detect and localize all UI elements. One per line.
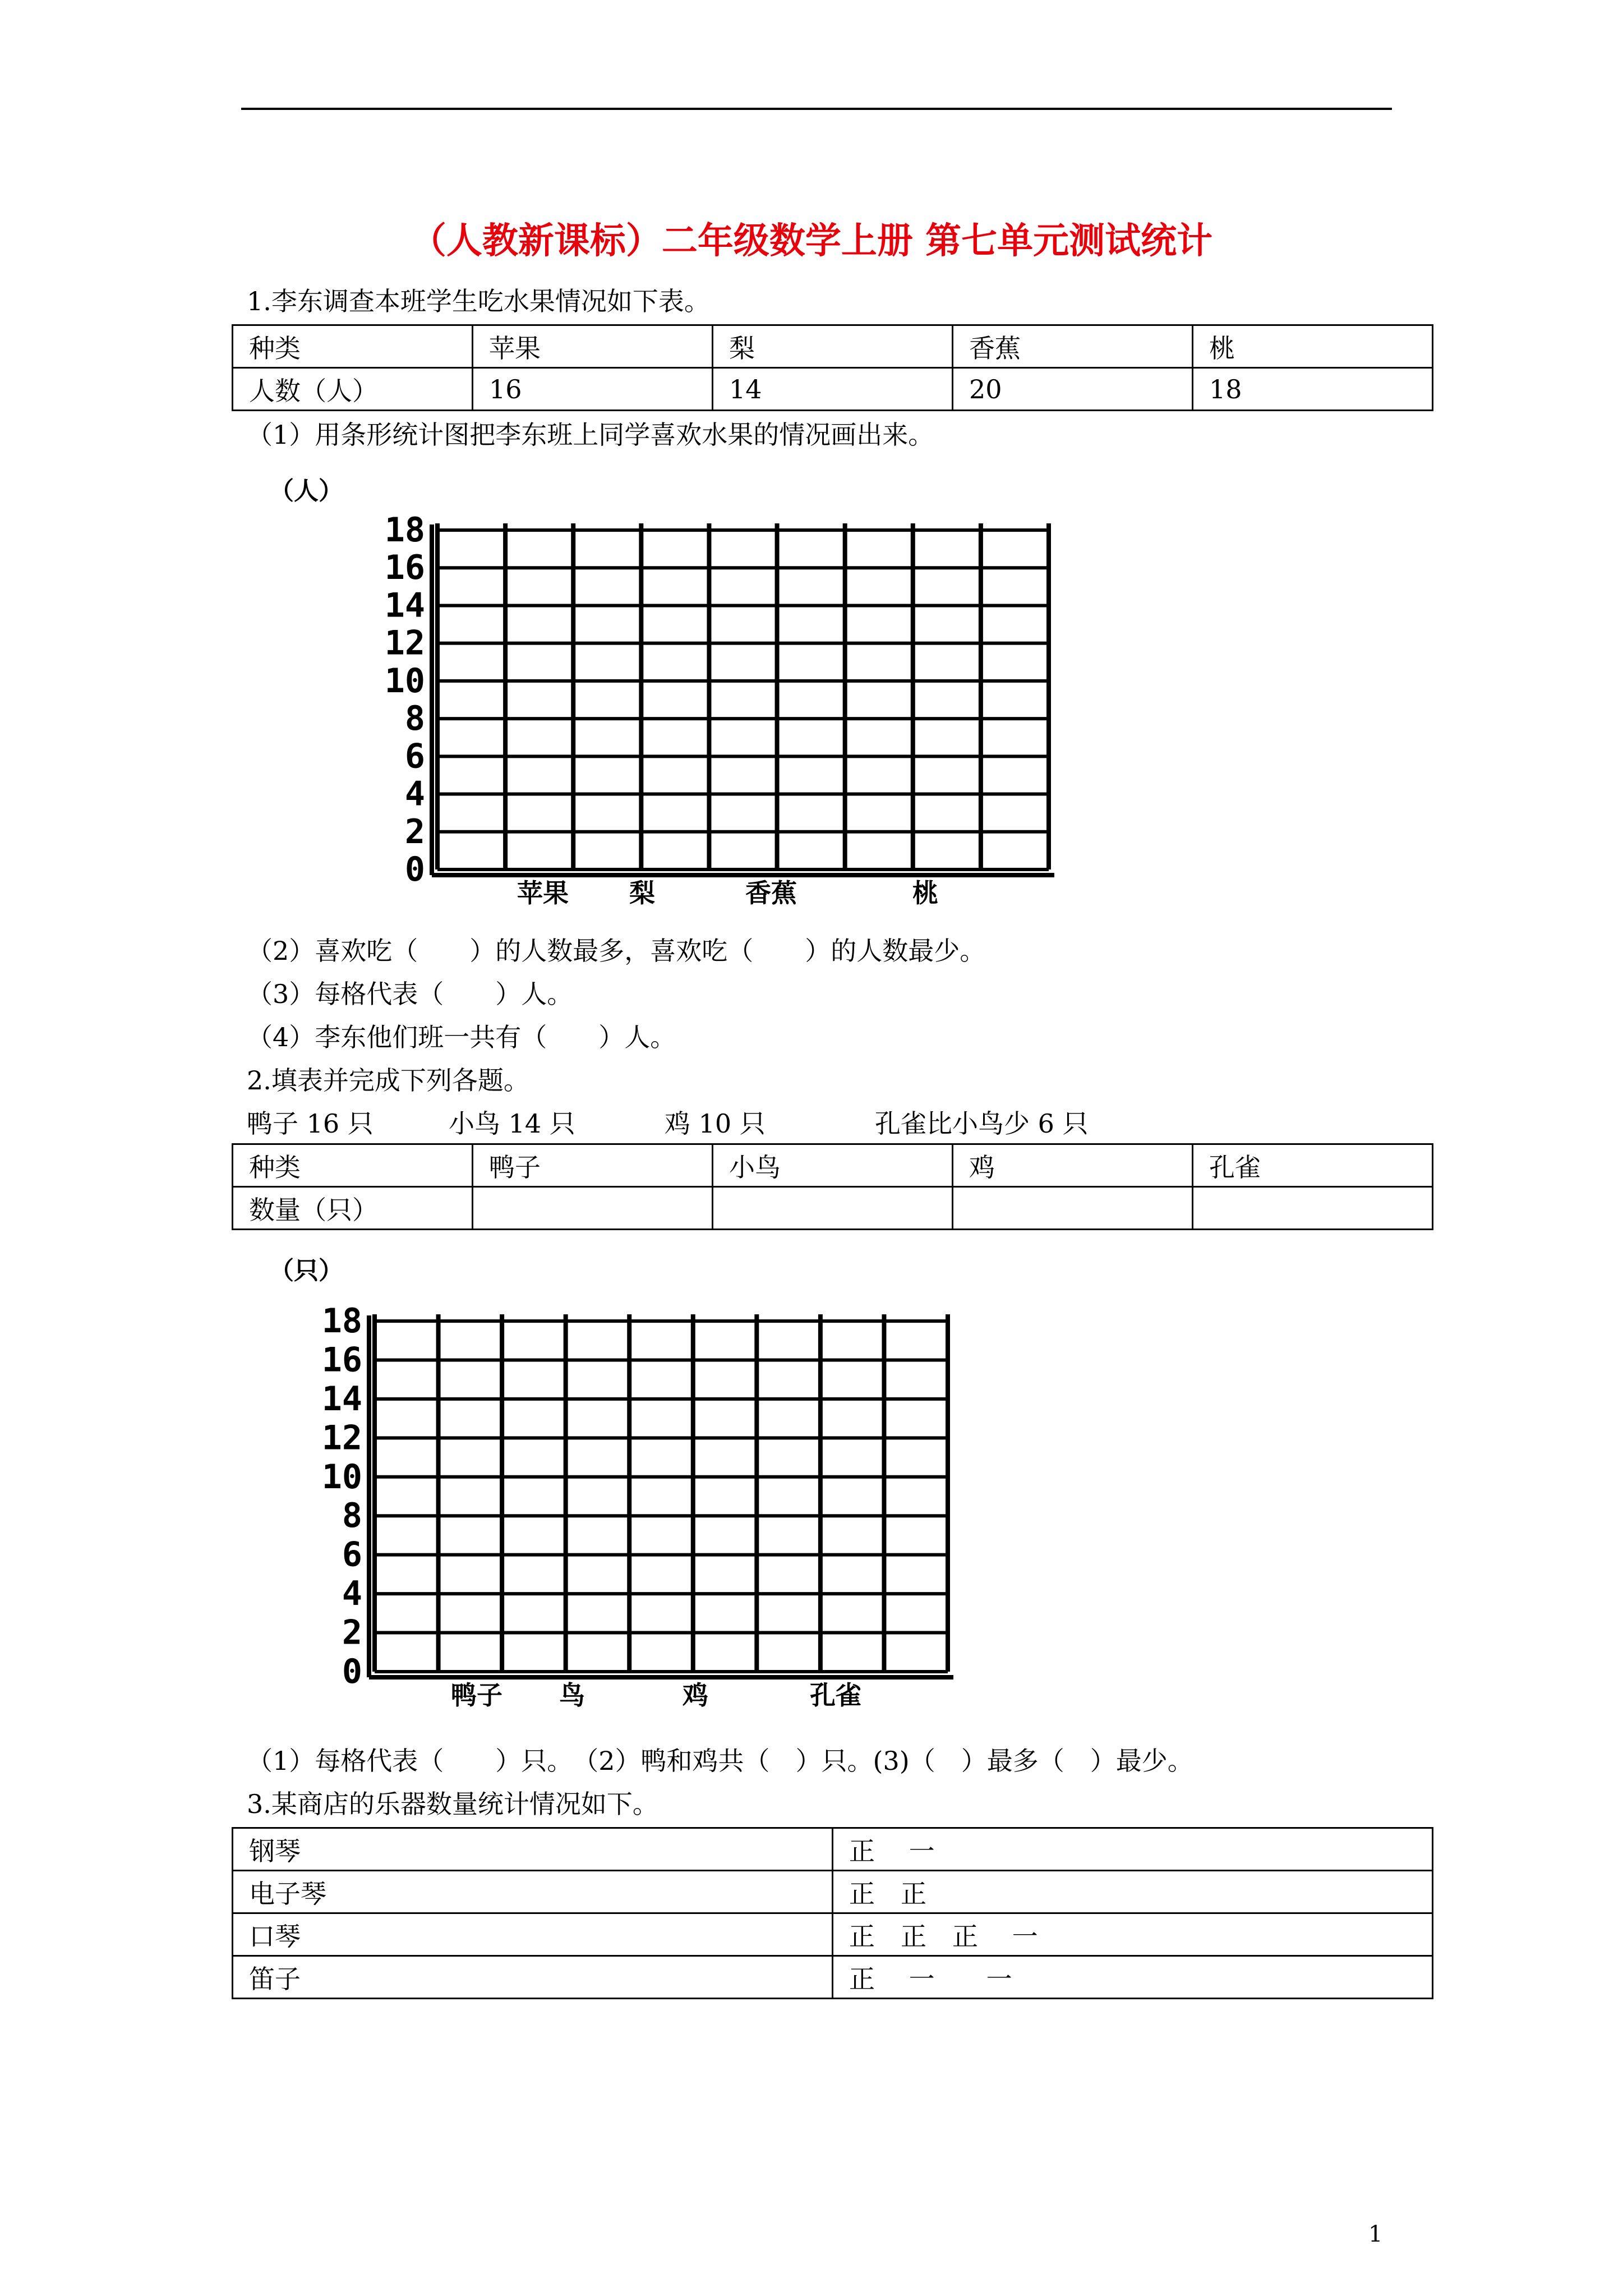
table-row [233,1913,1433,1956]
y-tick-label: 6 [404,737,425,776]
instrument-name: 笛子 [233,1956,833,1999]
q2-table-value-row [233,1187,1433,1230]
x-category-label: 苹果 [517,878,569,908]
tally-marks: 正 正 [833,1871,1433,1913]
y-tick-label: 2 [342,1613,362,1653]
y-tick-label: 14 [321,1379,362,1419]
table-cell: 数量（只） [233,1187,473,1230]
q1-table [232,324,1433,411]
table-cell: 种类 [233,1144,473,1187]
page-number: 1 [1368,2221,1383,2247]
q1-table-header-row [233,325,1433,368]
table-cell: 鸭子 [473,1144,713,1187]
table-row [233,1828,1433,1871]
header-rule [241,108,1392,110]
table-cell: 苹果 [473,325,713,368]
y-tick-label: 8 [404,699,425,739]
q2-fact: 鸡 10 只 [665,1108,766,1139]
y-tick-label: 12 [321,1418,362,1458]
x-category-label: 香蕉 [745,878,797,908]
blank-answer-cell[interactable] [713,1187,953,1230]
table-row [233,1871,1433,1913]
instrument-name: 钢琴 [233,1828,833,1871]
q1-sub4: （4）李东他们班一共有（ ）人。 [247,1022,676,1052]
q2-prompt: 2.填表并完成下列各题。 [247,1065,529,1096]
blank-answer-cell[interactable] [1193,1187,1433,1230]
x-category-label: 桃 [912,878,938,908]
q2-table [232,1143,1433,1230]
q1-sub1: （1）用条形统计图把李东班上同学喜欢水果的情况画出来。 [247,420,934,450]
y-tick-label: 4 [342,1574,362,1614]
table-cell: 20 [953,368,1193,411]
y-tick-label: 12 [384,623,425,663]
x-category-label: 鸭子 [451,1680,502,1710]
y-tick-label: 14 [384,586,425,625]
q1-prompt: 1.李东调查本班学生吃水果情况如下表。 [247,286,710,316]
y-tick-label: 4 [404,774,425,814]
q3-prompt: 3.某商店的乐器数量统计情况如下。 [247,1789,658,1819]
y-tick-label: 10 [384,661,425,701]
page-title: （人教新课标）二年级数学上册 第七单元测试统计 [410,220,1213,262]
y-tick-label: 8 [342,1496,362,1536]
q2-questions: （1）每格代表（ ）只。 （2）鸭和鸡共（ ）只。(3)（ ）最多（ ）最少。 [247,1746,1193,1776]
table-cell: 16 [473,368,713,411]
table-cell: 孔雀 [1193,1144,1433,1187]
chart-unit-label: （人） [269,477,343,505]
table-cell: 18 [1193,368,1433,411]
table-row [233,1956,1433,1999]
x-category-label: 梨 [629,878,655,908]
q2-fact: 鸭子 16 只 [247,1108,374,1139]
q1-blank-chart [247,471,1077,914]
tally-marks: 正 一 一 [833,1956,1433,1999]
table-cell: 小鸟 [713,1144,953,1187]
q1-sub2: （2）喜欢吃（ ）的人数最多，喜欢吃（ ）的人数最少。 [247,936,986,966]
y-tick-label: 2 [404,812,425,852]
y-tick-label: 6 [342,1535,362,1575]
table-cell: 种类 [233,325,473,368]
q1-table-value-row [233,368,1433,411]
q1-sub3: （3）每格代表（ ）人。 [247,979,573,1009]
blank-answer-cell[interactable] [473,1187,713,1230]
x-category-label: 鸟 [559,1680,585,1710]
y-tick-label: 18 [384,510,425,550]
table-cell: 香蕉 [953,325,1193,368]
q2-fact: 孔雀比小鸟少 6 只 [875,1108,1089,1139]
table-cell: 人数（人） [233,368,473,411]
x-category-label: 孔雀 [810,1680,861,1710]
y-tick-label: 18 [321,1301,362,1341]
y-tick-label: 16 [384,548,425,588]
instrument-name: 口琴 [233,1913,833,1956]
y-tick-label: 0 [342,1652,362,1691]
tally-marks: 正 正 正 一 [833,1913,1433,1956]
instrument-name: 电子琴 [233,1871,833,1913]
q2-table-header-row [233,1144,1433,1187]
table-cell: 鸡 [953,1144,1193,1187]
table-cell: 14 [713,368,953,411]
y-tick-label: 0 [404,850,425,889]
q2-fact: 小鸟 14 只 [449,1108,575,1139]
blank-answer-cell[interactable] [953,1187,1193,1230]
tally-marks: 正 一 [833,1828,1433,1871]
chart-grid [369,1314,953,1677]
y-tick-label: 16 [321,1340,362,1380]
chart-unit-label: （只） [269,1257,343,1285]
table-cell: 桃 [1193,325,1433,368]
table-cell: 梨 [713,325,953,368]
q2-blank-chart [247,1251,976,1711]
y-tick-label: 10 [321,1457,362,1497]
chart-grid [432,523,1054,875]
q3-tally-table [232,1827,1433,1999]
x-category-label: 鸡 [683,1680,708,1710]
